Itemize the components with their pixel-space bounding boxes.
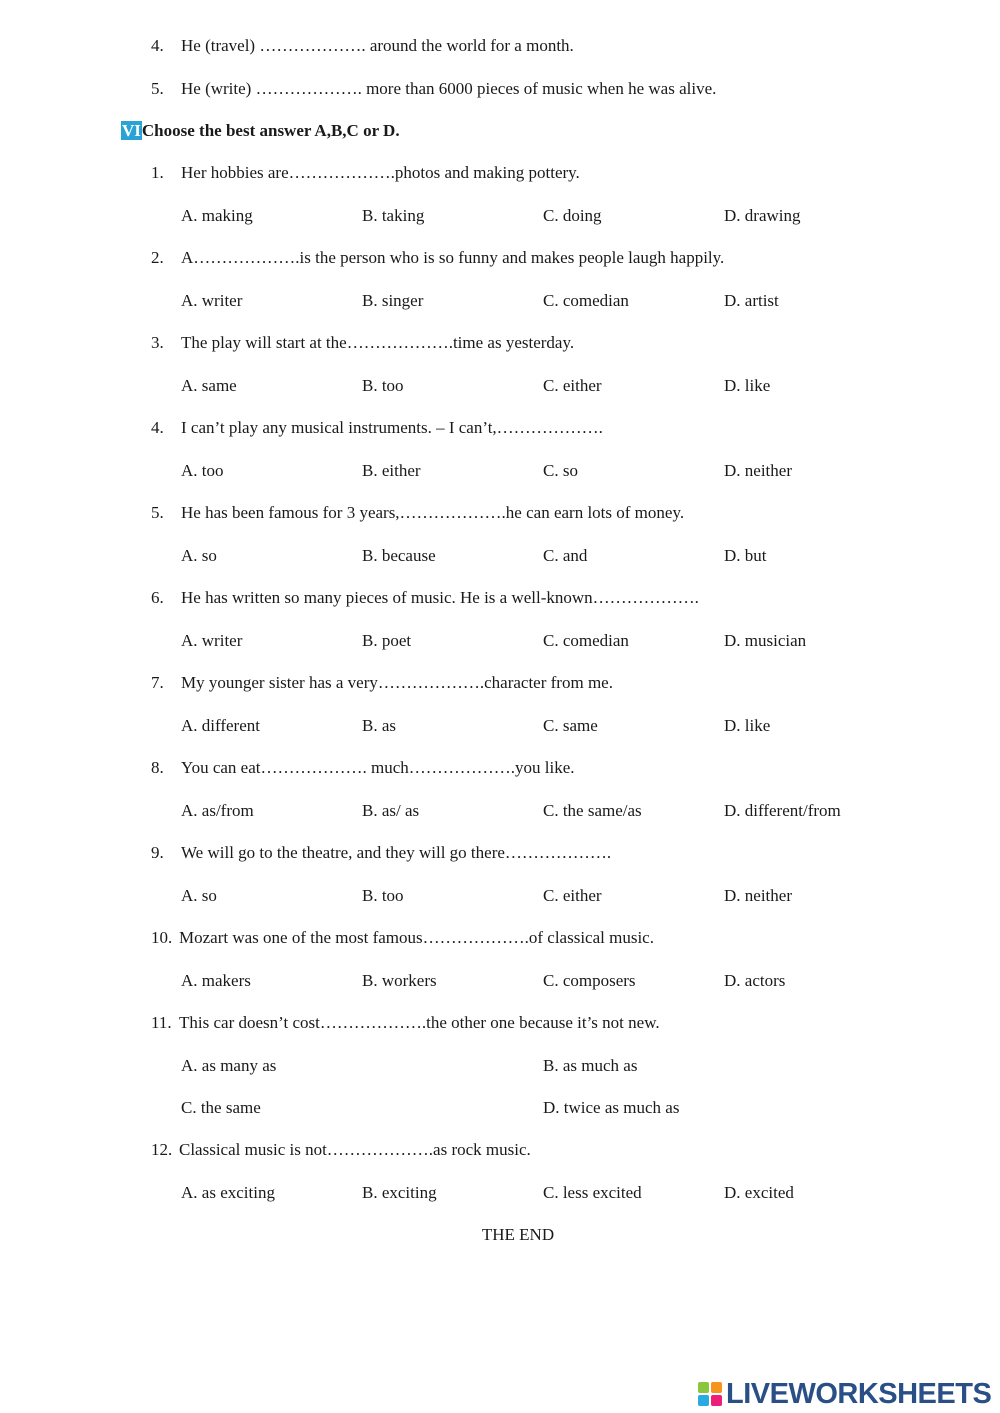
item-number: 5. bbox=[151, 79, 164, 98]
answer-option[interactable]: C. same bbox=[543, 716, 598, 735]
answer-option[interactable]: B. taking bbox=[362, 206, 425, 225]
answer-option[interactable]: D. excited bbox=[724, 1183, 794, 1202]
answer-option[interactable]: D. musician bbox=[724, 631, 807, 650]
question-number: 12. bbox=[151, 1140, 173, 1159]
answer-option[interactable]: A. writer bbox=[181, 631, 243, 650]
answer-option[interactable]: A. writer bbox=[181, 291, 243, 310]
answer-option[interactable]: B. too bbox=[362, 376, 404, 395]
question-number: 6. bbox=[151, 588, 164, 607]
answer-option[interactable]: A. so bbox=[181, 546, 217, 565]
section-title: Choose the best answer A,B,C or D. bbox=[141, 121, 400, 140]
question-number: 9. bbox=[151, 843, 164, 862]
question-text: A……………….is the person who is so funny and makes people laugh happily. bbox=[181, 248, 725, 267]
answer-option[interactable]: A. as exciting bbox=[181, 1183, 275, 1202]
answer-option[interactable]: C. less excited bbox=[543, 1183, 642, 1202]
logo-text: LIVEWORKSHEETS bbox=[726, 1377, 992, 1410]
answer-option[interactable]: C. doing bbox=[543, 206, 602, 225]
answer-option[interactable]: B. singer bbox=[362, 291, 424, 310]
logo-square bbox=[698, 1395, 709, 1406]
answer-option[interactable]: A. same bbox=[181, 376, 237, 395]
question-text: Her hobbies are……………….photos and making pottery. bbox=[181, 163, 580, 182]
section-roman-numeral: VI bbox=[122, 121, 141, 140]
answer-option[interactable]: D. like bbox=[724, 376, 771, 395]
answer-option[interactable]: C. composers bbox=[543, 971, 636, 990]
question-text: This car doesn’t cost……………….the other one because it’s not new. bbox=[179, 1013, 660, 1032]
question-number: 2. bbox=[151, 248, 164, 267]
prev-question-5: He (write) ………………. more than 6000 pieces of music when he was alive. bbox=[181, 79, 717, 98]
logo-square bbox=[698, 1382, 709, 1393]
answer-option[interactable]: B. as bbox=[362, 716, 396, 735]
answer-option[interactable]: D. neither bbox=[724, 461, 792, 480]
answer-option[interactable]: D. like bbox=[724, 716, 771, 735]
question-number: 1. bbox=[151, 163, 164, 182]
answer-option[interactable]: A. making bbox=[181, 206, 253, 225]
answer-option[interactable]: C. comedian bbox=[543, 631, 629, 650]
end-text: THE END bbox=[481, 1225, 555, 1244]
answer-option[interactable]: D. neither bbox=[724, 886, 792, 905]
answer-option[interactable]: A. as/from bbox=[181, 801, 254, 820]
answer-option[interactable]: D. drawing bbox=[724, 206, 801, 225]
answer-option[interactable]: D. different/from bbox=[724, 801, 841, 820]
question-text: The play will start at the……………….time as yesterday. bbox=[181, 333, 575, 352]
answer-option[interactable]: C. comedian bbox=[543, 291, 629, 310]
answer-option[interactable]: C. the same bbox=[181, 1098, 261, 1117]
logo-square bbox=[711, 1395, 722, 1406]
item-number: 4. bbox=[151, 36, 164, 55]
question-text: Classical music is not……………….as rock music. bbox=[179, 1140, 531, 1159]
liveworksheets-logo-icon bbox=[698, 1382, 722, 1406]
answer-option[interactable]: B. as much as bbox=[543, 1056, 638, 1075]
answer-option[interactable]: D. actors bbox=[724, 971, 786, 990]
answer-option[interactable]: B. poet bbox=[362, 631, 412, 650]
question-number: 7. bbox=[151, 673, 164, 692]
answer-option[interactable]: D. artist bbox=[724, 291, 779, 310]
answer-option[interactable]: A. makers bbox=[181, 971, 251, 990]
answer-option[interactable]: C. so bbox=[543, 461, 578, 480]
logo-square bbox=[711, 1382, 722, 1393]
question-text: Mozart was one of the most famous……………….of classical music. bbox=[179, 928, 654, 947]
question-number: 8. bbox=[151, 758, 164, 777]
answer-option[interactable]: A. as many as bbox=[181, 1056, 277, 1075]
answer-option[interactable]: B. either bbox=[362, 461, 421, 480]
answer-option[interactable]: C. the same/as bbox=[543, 801, 642, 820]
answer-option[interactable]: B. workers bbox=[362, 971, 437, 990]
answer-option[interactable]: A. different bbox=[181, 716, 260, 735]
question-number: 5. bbox=[151, 503, 164, 522]
question-text: I can’t play any musical instruments. – I can’t,………………. bbox=[181, 418, 603, 437]
answer-option[interactable]: A. so bbox=[181, 886, 217, 905]
question-text: My younger sister has a very……………….character from me. bbox=[181, 673, 613, 692]
question-number: 11. bbox=[151, 1013, 172, 1032]
question-text: He has written so many pieces of music. He is a well-known………………. bbox=[181, 588, 699, 607]
answer-option[interactable]: C. and bbox=[543, 546, 588, 565]
question-number: 4. bbox=[151, 418, 164, 437]
question-number: 10. bbox=[151, 928, 173, 947]
answer-option[interactable]: D. twice as much as bbox=[543, 1098, 680, 1117]
prev-question-4: He (travel) ………………. around the world for a month. bbox=[181, 36, 574, 55]
question-text: He has been famous for 3 years,……………….he can earn lots of money. bbox=[181, 503, 685, 522]
answer-option[interactable]: B. too bbox=[362, 886, 404, 905]
answer-option[interactable]: C. either bbox=[543, 376, 602, 395]
liveworksheets-logo bbox=[698, 1378, 991, 1410]
section-heading bbox=[121, 121, 400, 141]
answer-option[interactable]: B. because bbox=[362, 546, 436, 565]
answer-option[interactable]: C. either bbox=[543, 886, 602, 905]
answer-option[interactable]: A. too bbox=[181, 461, 224, 480]
question-text: You can eat………………. much……………….you like. bbox=[181, 758, 575, 777]
answer-option[interactable]: B. exciting bbox=[362, 1183, 437, 1202]
question-text: We will go to the theatre, and they will go there………………. bbox=[181, 843, 612, 862]
answer-option[interactable]: B. as/ as bbox=[362, 801, 420, 820]
question-number: 3. bbox=[151, 333, 164, 352]
answer-option[interactable]: D. but bbox=[724, 546, 767, 565]
